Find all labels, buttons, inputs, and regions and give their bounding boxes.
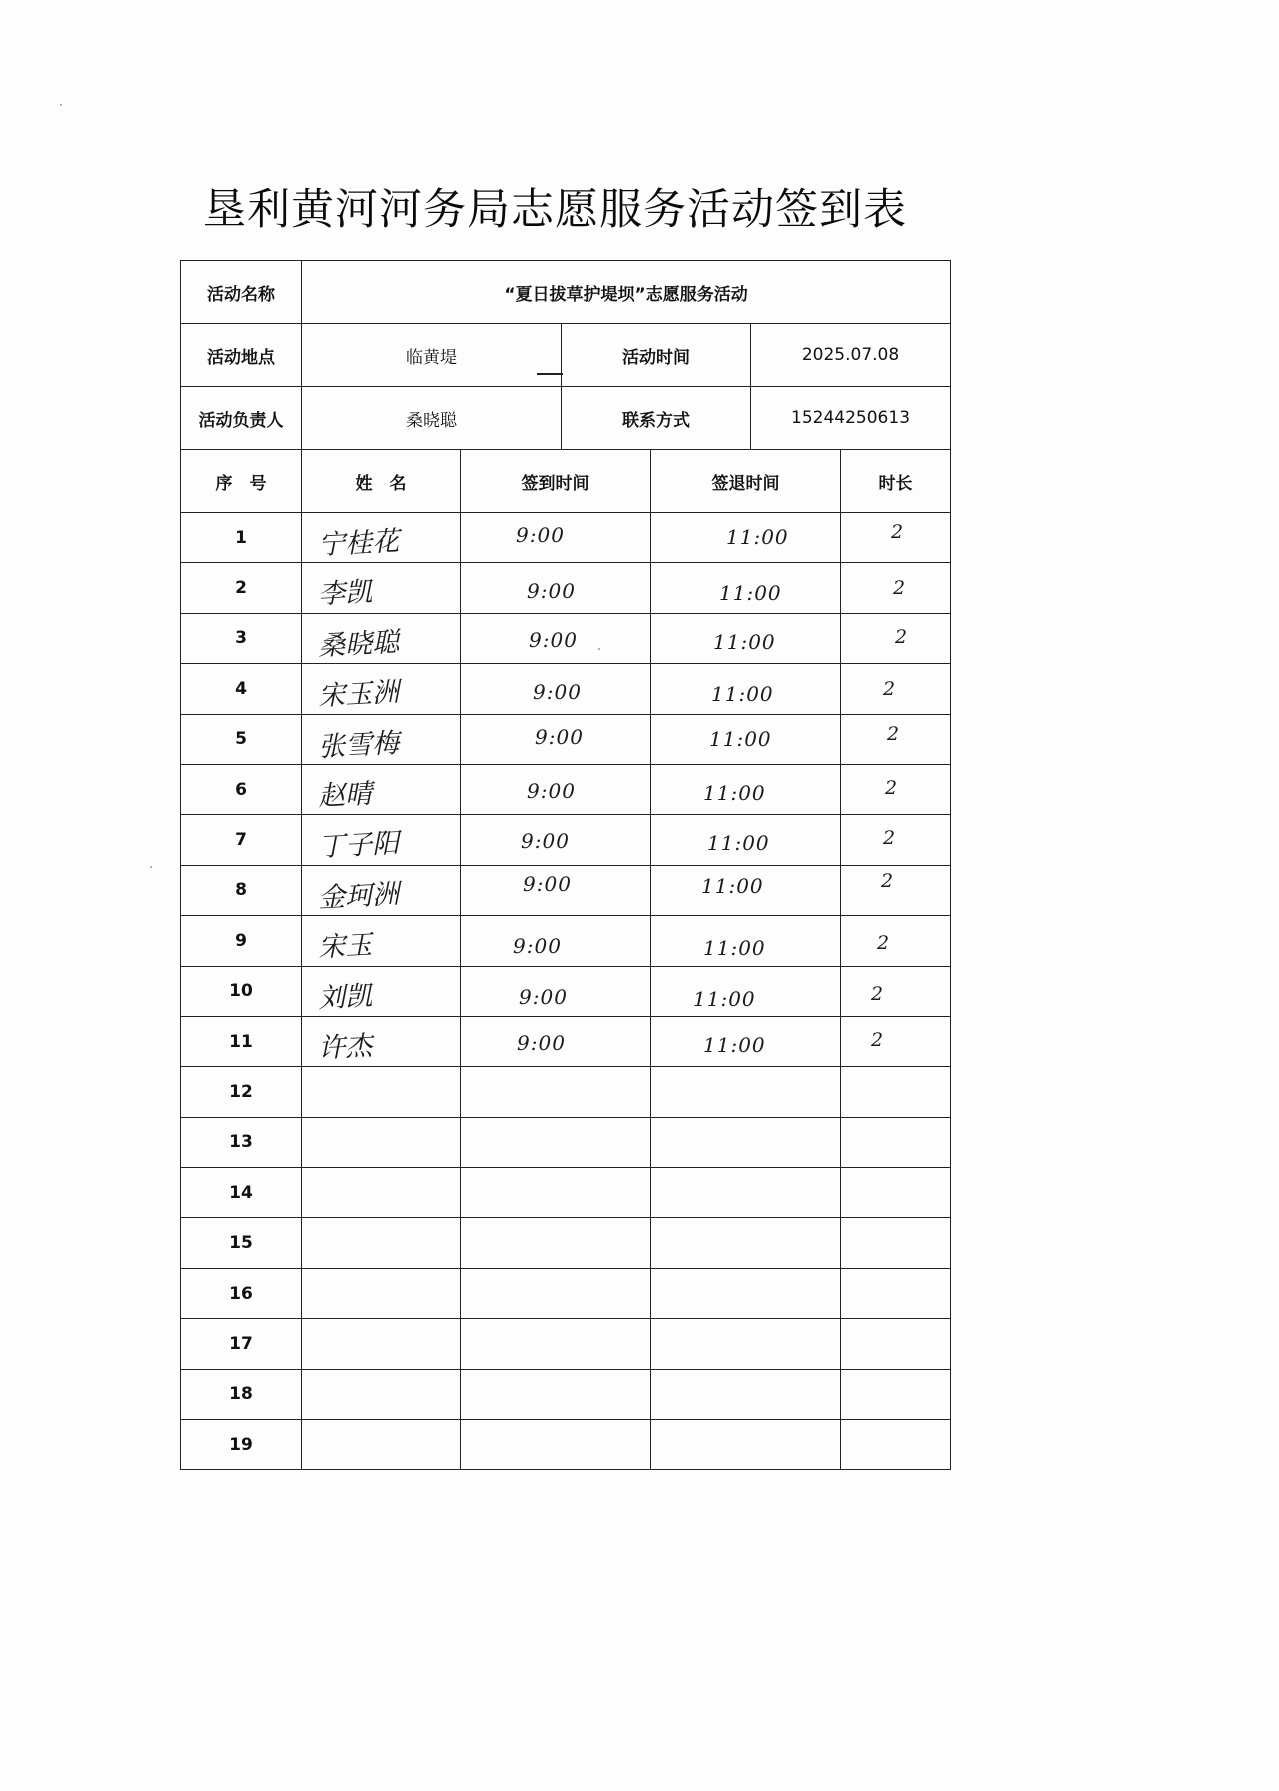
sign-in-cell bbox=[461, 916, 651, 966]
row-number: 18 bbox=[181, 1369, 302, 1419]
sign-out-cell bbox=[651, 1319, 841, 1369]
table-row bbox=[181, 1369, 951, 1419]
handwritten-name: 宋玉 bbox=[317, 929, 373, 964]
duration-cell bbox=[841, 513, 951, 563]
sign-in-cell bbox=[461, 714, 651, 764]
handwritten-sign-in: 9:00 bbox=[535, 724, 584, 749]
row-number: 2 bbox=[181, 563, 302, 613]
name-cell bbox=[302, 1319, 461, 1369]
leader-row bbox=[181, 387, 951, 450]
sign-in-cell bbox=[461, 1117, 651, 1167]
location-value: 临黄堤 bbox=[302, 324, 562, 387]
handwritten-name: 赵晴 bbox=[317, 778, 373, 813]
table-row bbox=[181, 664, 951, 714]
table-row bbox=[181, 1268, 951, 1318]
table-row bbox=[181, 764, 951, 814]
handwritten-name: 许杰 bbox=[317, 1030, 373, 1065]
row-number: 10 bbox=[181, 966, 302, 1016]
sign-out-cell bbox=[651, 916, 841, 966]
location-label: 活动地点 bbox=[181, 324, 302, 387]
sign-in-cell bbox=[461, 1319, 651, 1369]
name-cell bbox=[302, 865, 461, 915]
sign-out-cell bbox=[651, 815, 841, 865]
handwritten-sign-out: 11:00 bbox=[707, 831, 770, 856]
sign-out-cell bbox=[651, 1268, 841, 1318]
handwritten-sign-in: 9:00 bbox=[527, 778, 576, 803]
handwritten-duration: 2 bbox=[885, 776, 898, 799]
name-cell bbox=[302, 1369, 461, 1419]
name-cell bbox=[302, 1117, 461, 1167]
handwritten-sign-in: 9:00 bbox=[517, 1030, 566, 1055]
handwritten-duration: 2 bbox=[883, 827, 896, 850]
handwritten-sign-out: 11:00 bbox=[711, 682, 774, 707]
handwritten-name: 宋玉洲 bbox=[317, 677, 400, 713]
handwritten-sign-in: 9:00 bbox=[523, 871, 572, 896]
sign-in-cell bbox=[461, 563, 651, 613]
handwritten-sign-out: 11:00 bbox=[713, 629, 776, 654]
sign-out-cell bbox=[651, 1168, 841, 1218]
row-number: 15 bbox=[181, 1218, 302, 1268]
handwritten-sign-in: 9:00 bbox=[529, 627, 578, 652]
col-header-sign-in: 签到时间 bbox=[461, 450, 651, 513]
location-row bbox=[181, 324, 951, 387]
name-cell bbox=[302, 815, 461, 865]
duration-cell bbox=[841, 865, 951, 915]
sign-out-cell bbox=[651, 1420, 841, 1470]
table-row bbox=[181, 714, 951, 764]
name-cell bbox=[302, 513, 461, 563]
handwritten-name: 桑晓聪 bbox=[317, 626, 400, 662]
duration-cell bbox=[841, 966, 951, 1016]
handwritten-sign-out: 11:00 bbox=[703, 936, 766, 961]
table-row bbox=[181, 1218, 951, 1268]
duration-cell bbox=[841, 1268, 951, 1318]
handwritten-sign-out: 11:00 bbox=[709, 726, 772, 751]
contact-label: 联系方式 bbox=[562, 387, 751, 450]
table-row bbox=[181, 865, 951, 915]
sign-out-cell bbox=[651, 1117, 841, 1167]
duration-cell bbox=[841, 1168, 951, 1218]
table-row bbox=[181, 1319, 951, 1369]
name-cell bbox=[302, 764, 461, 814]
name-cell bbox=[302, 966, 461, 1016]
sign-in-cell bbox=[461, 513, 651, 563]
sign-in-cell bbox=[461, 865, 651, 915]
sign-out-cell bbox=[651, 764, 841, 814]
table-row bbox=[181, 1168, 951, 1218]
handwritten-duration: 2 bbox=[887, 722, 900, 745]
handwritten-sign-in: 9:00 bbox=[533, 680, 582, 705]
handwritten-name: 张雪梅 bbox=[317, 727, 400, 763]
name-cell bbox=[302, 1420, 461, 1470]
name-cell bbox=[302, 1218, 461, 1268]
sign-out-cell bbox=[651, 664, 841, 714]
sign-in-cell bbox=[461, 613, 651, 663]
sign-out-cell bbox=[651, 613, 841, 663]
handwritten-name: 宁桂花 bbox=[317, 525, 400, 562]
table-row bbox=[181, 1117, 951, 1167]
handwritten-sign-out: 11:00 bbox=[703, 780, 766, 805]
row-number: 9 bbox=[181, 916, 302, 966]
duration-cell bbox=[841, 1117, 951, 1167]
duration-cell bbox=[841, 916, 951, 966]
sign-out-cell bbox=[651, 1067, 841, 1117]
duration-cell bbox=[841, 714, 951, 764]
sign-out-cell bbox=[651, 865, 841, 915]
scan-speck bbox=[60, 104, 62, 106]
sign-in-cell bbox=[461, 764, 651, 814]
activity-time-label: 活动时间 bbox=[562, 324, 751, 387]
row-number: 5 bbox=[181, 714, 302, 764]
sign-in-cell bbox=[461, 966, 651, 1016]
col-header-sign-out: 签退时间 bbox=[651, 450, 841, 513]
table-row bbox=[181, 916, 951, 966]
sign-in-cell bbox=[461, 1268, 651, 1318]
table-row bbox=[181, 1016, 951, 1066]
row-number: 13 bbox=[181, 1117, 302, 1167]
sign-in-cell bbox=[461, 664, 651, 714]
name-cell bbox=[302, 1016, 461, 1066]
leader-label: 活动负责人 bbox=[181, 387, 302, 450]
handwritten-sign-in: 9:00 bbox=[519, 984, 568, 1009]
activity-name-value: “夏日拔草护堤坝”志愿服务活动 bbox=[302, 261, 951, 324]
sign-in-table bbox=[180, 260, 951, 1470]
duration-cell bbox=[841, 1420, 951, 1470]
sign-out-cell bbox=[651, 714, 841, 764]
handwritten-sign-in: 9:00 bbox=[527, 579, 576, 604]
handwritten-sign-out: 11:00 bbox=[726, 525, 789, 549]
page-title: 垦利黄河河务局志愿服务活动签到表 bbox=[203, 185, 907, 235]
activity-time-value: 2025.07.08 bbox=[751, 324, 951, 387]
name-cell bbox=[302, 563, 461, 613]
sign-in-cell bbox=[461, 1369, 651, 1419]
row-number: 6 bbox=[181, 764, 302, 814]
handwritten-duration: 2 bbox=[871, 1028, 884, 1051]
stray-pen-mark bbox=[537, 373, 563, 375]
sign-in-cell bbox=[461, 1168, 651, 1218]
name-cell bbox=[302, 1268, 461, 1318]
activity-name-label: 活动名称 bbox=[181, 261, 302, 324]
handwritten-sign-out: 11:00 bbox=[701, 873, 764, 898]
duration-cell bbox=[841, 1067, 951, 1117]
scan-speck bbox=[150, 866, 152, 868]
duration-cell bbox=[841, 1319, 951, 1369]
sign-out-cell bbox=[651, 1369, 841, 1419]
name-cell bbox=[302, 916, 461, 966]
name-cell bbox=[302, 664, 461, 714]
table-row bbox=[181, 1067, 951, 1117]
table-row bbox=[181, 563, 951, 613]
sign-out-cell bbox=[651, 1218, 841, 1268]
col-header-duration: 时长 bbox=[841, 450, 951, 513]
table-row bbox=[181, 613, 951, 663]
row-number: 16 bbox=[181, 1268, 302, 1318]
row-number: 7 bbox=[181, 815, 302, 865]
sign-out-cell bbox=[651, 563, 841, 613]
duration-cell bbox=[841, 1369, 951, 1419]
handwritten-duration: 2 bbox=[881, 869, 894, 892]
handwritten-sign-in: 9:00 bbox=[516, 523, 565, 547]
sign-in-cell bbox=[461, 1067, 651, 1117]
sign-in-cell bbox=[461, 1218, 651, 1268]
row-number: 19 bbox=[181, 1420, 302, 1470]
col-header-name: 姓 名 bbox=[302, 450, 461, 513]
row-number: 11 bbox=[181, 1016, 302, 1066]
name-cell bbox=[302, 613, 461, 663]
handwritten-name: 金珂洲 bbox=[317, 878, 400, 914]
row-number: 3 bbox=[181, 613, 302, 663]
handwritten-duration: 2 bbox=[877, 932, 890, 955]
name-cell bbox=[302, 1067, 461, 1117]
row-number: 17 bbox=[181, 1319, 302, 1369]
handwritten-name: 丁子阳 bbox=[317, 828, 400, 864]
handwritten-duration: 2 bbox=[871, 982, 884, 1005]
sign-in-cell bbox=[461, 1016, 651, 1066]
duration-cell bbox=[841, 563, 951, 613]
handwritten-name: 李凯 bbox=[317, 576, 373, 611]
handwritten-duration: 2 bbox=[893, 577, 906, 600]
row-number: 8 bbox=[181, 865, 302, 915]
handwritten-sign-in: 9:00 bbox=[513, 934, 562, 959]
scan-speck bbox=[598, 648, 600, 650]
table-row bbox=[181, 1420, 951, 1470]
table-row bbox=[181, 966, 951, 1016]
row-number: 4 bbox=[181, 664, 302, 714]
handwritten-duration: 2 bbox=[883, 678, 896, 701]
handwritten-sign-out: 11:00 bbox=[693, 986, 756, 1011]
handwritten-sign-out: 11:00 bbox=[719, 581, 782, 606]
handwritten-name: 刘凯 bbox=[317, 980, 373, 1014]
contact-value: 15244250613 bbox=[751, 387, 951, 450]
column-header-row bbox=[181, 450, 951, 513]
sign-in-cell bbox=[461, 1420, 651, 1470]
row-number: 14 bbox=[181, 1168, 302, 1218]
duration-cell bbox=[841, 1016, 951, 1066]
name-cell bbox=[302, 1168, 461, 1218]
handwritten-sign-in: 9:00 bbox=[521, 829, 570, 854]
sign-in-cell bbox=[461, 815, 651, 865]
handwritten-duration: 2 bbox=[891, 521, 904, 543]
table-row bbox=[181, 513, 951, 563]
leader-value: 桑晓聪 bbox=[302, 387, 562, 450]
duration-cell bbox=[841, 764, 951, 814]
row-number: 1 bbox=[181, 513, 302, 563]
handwritten-sign-out: 11:00 bbox=[703, 1032, 766, 1057]
name-cell bbox=[302, 714, 461, 764]
duration-cell bbox=[841, 1218, 951, 1268]
col-header-seq: 序 号 bbox=[181, 450, 302, 513]
duration-cell bbox=[841, 613, 951, 663]
row-number: 12 bbox=[181, 1067, 302, 1117]
handwritten-duration: 2 bbox=[895, 625, 908, 648]
sign-out-cell bbox=[651, 1016, 841, 1066]
sign-out-cell bbox=[651, 513, 841, 563]
table-row bbox=[181, 815, 951, 865]
duration-cell bbox=[841, 664, 951, 714]
duration-cell bbox=[841, 815, 951, 865]
sign-out-cell bbox=[651, 966, 841, 1016]
activity-name-row bbox=[181, 261, 951, 324]
